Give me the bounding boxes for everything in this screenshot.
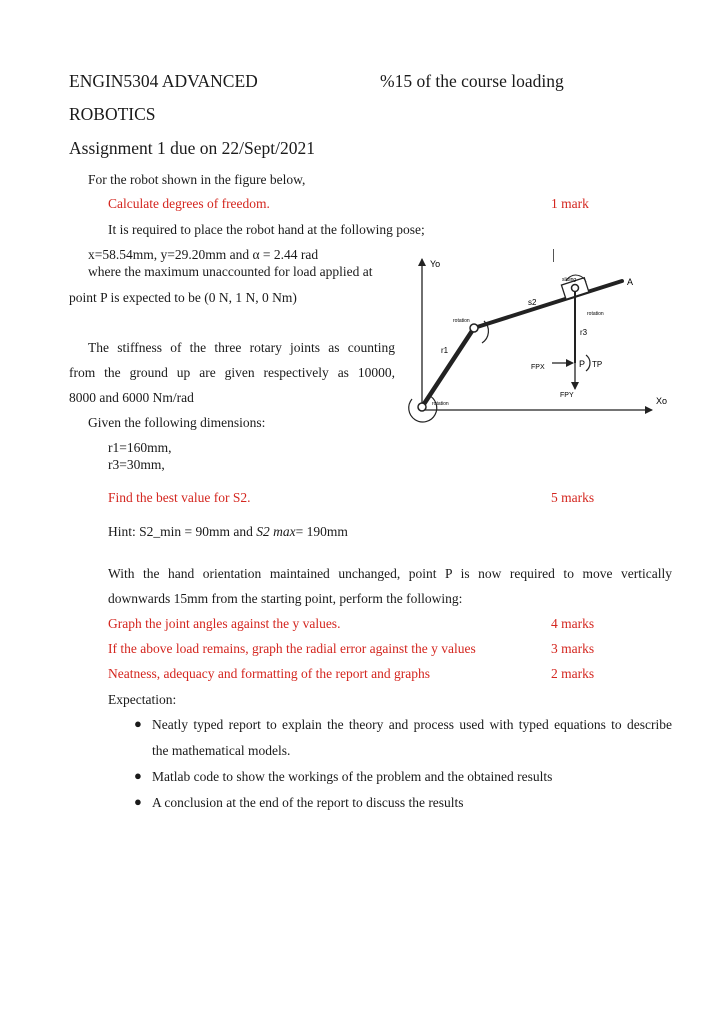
task-s2: Find the best value for S2.	[108, 490, 251, 505]
xo-label: Xo	[656, 396, 668, 406]
base-joint-icon	[418, 403, 426, 411]
task-radial-error-marks: 3 marks	[551, 641, 595, 656]
link-r1	[422, 328, 474, 407]
course-title-line2: ROBOTICS	[69, 104, 156, 124]
intro-text: For the robot shown in the figure below,	[88, 172, 306, 187]
top-joint-icon	[572, 285, 579, 292]
link-s2	[474, 281, 622, 328]
base-rotation-label: rotation	[432, 401, 449, 407]
mid-joint-icon	[470, 324, 478, 332]
r3-label: r3	[580, 328, 588, 337]
fpy-label: FPY	[560, 392, 574, 399]
p-label: P	[579, 359, 586, 369]
robot-figure	[400, 245, 680, 435]
task-neatness: Neatness, adequacy and formatting of the report and graphs	[108, 666, 431, 681]
hint-italic: S2 max	[256, 524, 296, 539]
task-neatness-marks: 2 marks	[551, 666, 595, 681]
assignment-title: Assignment 1 due on 22/Sept/2021	[69, 138, 315, 158]
stiffness-line-1: The stiffness of the three rotary joints as counting	[88, 340, 395, 355]
pose-values: x=58.54mm, y=29.20mm and α = 2.44 rad	[88, 247, 319, 262]
torque-arc	[586, 355, 590, 371]
stiffness-line-3: 8000 and 6000 Nm/rad	[69, 390, 194, 405]
task-radial-error: If the above load remains, graph the radial error against the y values	[108, 641, 476, 656]
stiffness-line-2: from the ground up are given respectively as 10000,	[69, 365, 395, 380]
task-dof: Calculate degrees of freedom.	[108, 196, 270, 211]
expectation-2: Matlab code to show the workings of the problem and the obtained results	[152, 769, 553, 784]
hint-text	[108, 524, 348, 540]
dims-intro: Given the following dimensions:	[88, 415, 266, 430]
bullet-icon: ●	[134, 716, 142, 731]
s2-label: s2	[528, 298, 537, 307]
vertical-line-1: With the hand orientation maintained unchanged, point P is now required to move vertically	[108, 566, 672, 581]
vertical-line-2: downwards 15mm from the starting point, perform the following:	[108, 591, 463, 606]
hint-suffix: = 190mm	[295, 524, 348, 539]
expectation-1-line-2: the mathematical models.	[152, 743, 291, 758]
task-joint-angles: Graph the joint angles against the y values.	[108, 616, 341, 631]
expectation-1-line-1: Neatly typed report to explain the theory and process used with typed equations to describe	[152, 717, 672, 732]
r1-label: r1	[441, 346, 449, 355]
tp-label: TP	[592, 360, 603, 369]
mid-rotation-label: rotation	[453, 318, 470, 324]
dim-r1: r1=160mm,	[108, 440, 172, 455]
expectation-3: A conclusion at the end of the report to discuss the results	[152, 795, 464, 810]
fpx-label: FPX	[531, 364, 545, 371]
margin-bar	[553, 249, 554, 262]
dim-r3: r3=30mm,	[108, 457, 165, 472]
bullet-icon: ●	[134, 794, 142, 809]
load-line-1: where the maximum unaccounted for load applied at	[88, 264, 373, 279]
pose-intro: It is required to place the robot hand at the following pose;	[108, 222, 425, 237]
yo-label: Yo	[430, 259, 441, 269]
task-dof-marks: 1 mark	[551, 196, 589, 211]
a-label: A	[627, 277, 634, 287]
course-weight: %15 of the course loading	[380, 71, 564, 91]
task-joint-angles-marks: 4 marks	[551, 616, 595, 631]
sliding-label: sliding	[562, 277, 577, 283]
task-s2-marks: 5 marks	[551, 490, 595, 505]
expectation-title: Expectation:	[108, 692, 177, 707]
course-title: ENGIN5304 ADVANCED	[69, 71, 258, 91]
bullet-icon: ●	[134, 768, 142, 783]
top-rotation-label: rotation	[587, 311, 604, 317]
hint-prefix: Hint: S2_min = 90mm and	[108, 524, 257, 539]
load-line-2: point P is expected to be (0 N, 1 N, 0 Nm)	[69, 290, 297, 305]
